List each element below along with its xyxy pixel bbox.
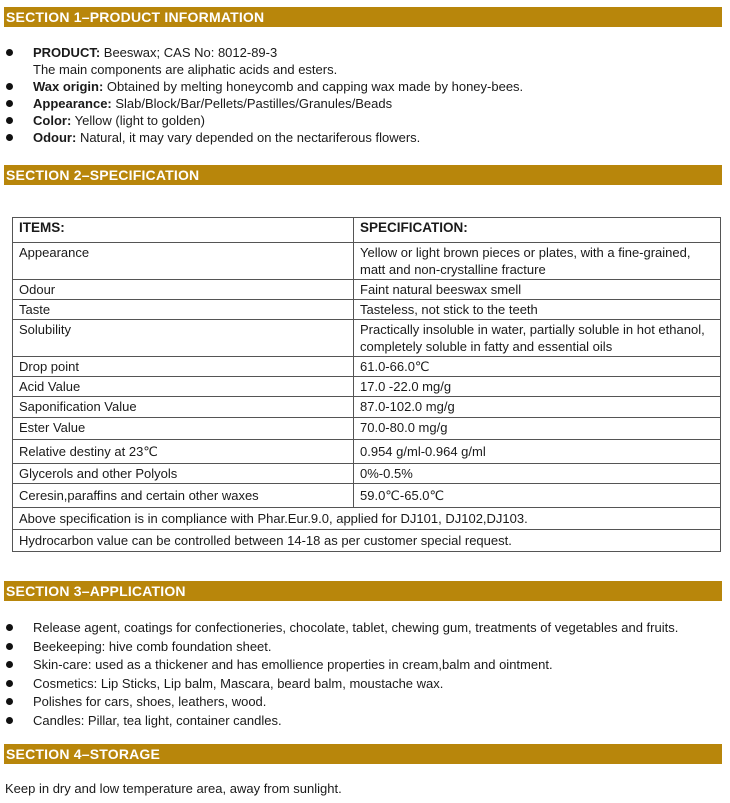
list-item: Candles: Pillar, tea light, container candles. bbox=[0, 712, 678, 729]
section-2-header: SECTION 2–SPECIFICATION bbox=[4, 165, 722, 185]
table-header-row bbox=[13, 218, 721, 243]
list-item: Cosmetics: Lip Sticks, Lip balm, Mascara, beard balm, moustache wax. bbox=[0, 675, 678, 692]
table-note-row: Hydrocarbon value can be controlled between 14-18 as per customer special request. bbox=[13, 530, 721, 552]
table-row: Glycerols and other Polyols 0%-0.5% bbox=[13, 464, 721, 484]
table-row: Odour Faint natural beeswax smell bbox=[13, 280, 721, 300]
list-item: Color: Yellow (light to golden) bbox=[0, 112, 523, 129]
table-row: Ester Value 70.0-80.0 mg/g bbox=[13, 418, 721, 440]
table-row: Ceresin,paraffins and certain other waxes 59.0℃-65.0℃ bbox=[13, 484, 721, 508]
list-item: Beekeeping: hive comb foundation sheet. bbox=[0, 638, 678, 655]
table-row: Saponification Value 87.0-102.0 mg/g bbox=[13, 397, 721, 418]
storage-text: Keep in dry and low temperature area, away from sunlight. bbox=[5, 781, 342, 796]
section-4-header: SECTION 4–STORAGE bbox=[4, 744, 722, 764]
table-row: Taste Tasteless, not stick to the teeth bbox=[13, 300, 721, 320]
table-row: Appearance Yellow or light brown pieces or plates, with a fine-grained, matt and non-crystalline fracture bbox=[13, 243, 721, 280]
table-row: Drop point 61.0-66.0℃ bbox=[13, 357, 721, 377]
table-row: Solubility Practically insoluble in water, partially soluble in hot ethanol, completely soluble in fatty and essential oils bbox=[13, 320, 721, 357]
header-items: ITEMS: bbox=[13, 218, 354, 243]
list-item: PRODUCT: Beeswax; CAS No: 8012-89-3 The main components are aliphatic acids and esters. bbox=[0, 44, 523, 78]
table-row: Relative destiny at 23℃ 0.954 g/ml-0.964 g/ml bbox=[13, 440, 721, 464]
list-item: Release agent, coatings for confectioneries, chocolate, tablet, chewing gum, treatments of vegetables and fruits. bbox=[0, 619, 678, 636]
header-specification: SPECIFICATION: bbox=[354, 218, 721, 243]
list-item: Wax origin: Obtained by melting honeycomb and capping wax made by honey-bees. bbox=[0, 78, 523, 95]
list-item: Odour: Natural, it may vary depended on the nectariferous flowers. bbox=[0, 129, 523, 146]
section-1-header: SECTION 1–PRODUCT INFORMATION bbox=[4, 7, 722, 27]
list-item: Skin-care: used as a thickener and has emollience properties in cream,balm and ointment. bbox=[0, 656, 678, 673]
section-3-header: SECTION 3–APPLICATION bbox=[4, 581, 722, 601]
specification-table bbox=[12, 217, 721, 552]
table-note-row: Above specification is in compliance with Phar.Eur.9.0, applied for DJ101, DJ102,DJ103. bbox=[13, 508, 721, 530]
application-list bbox=[0, 619, 678, 729]
list-item: Polishes for cars, shoes, leathers, wood. bbox=[0, 693, 678, 710]
product-info-list bbox=[0, 44, 523, 146]
table-row: Acid Value 17.0 -22.0 mg/g bbox=[13, 377, 721, 397]
list-item: Appearance: Slab/Block/Bar/Pellets/Pastilles/Granules/Beads bbox=[0, 95, 523, 112]
